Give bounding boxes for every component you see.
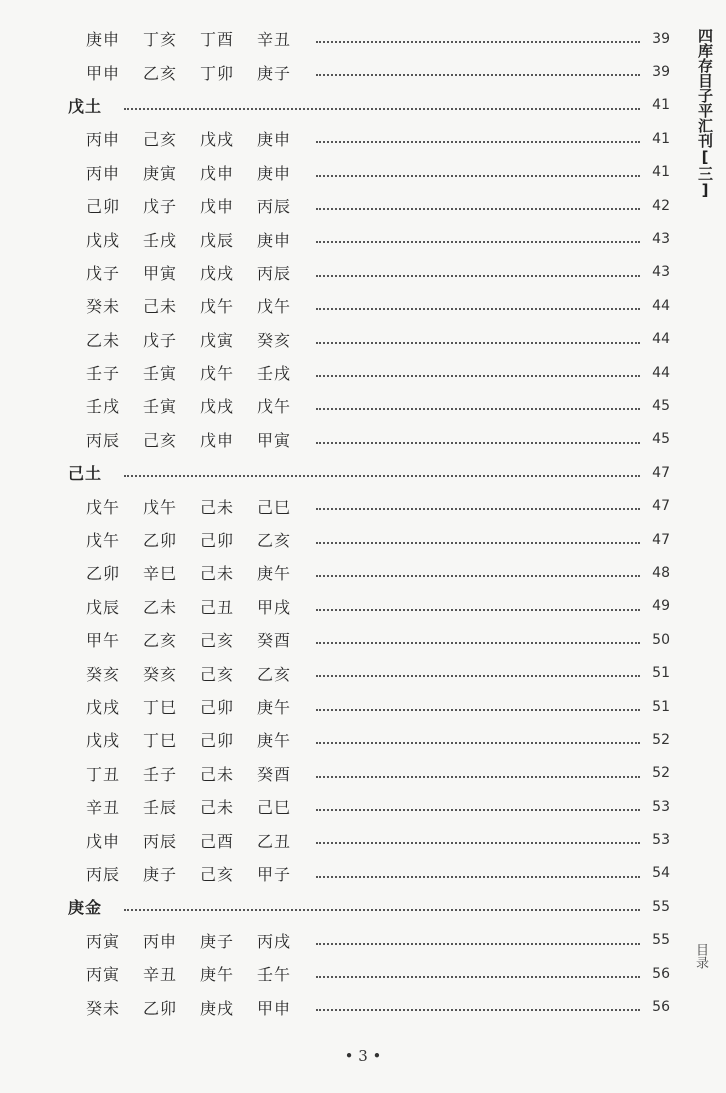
pillar-text: 己亥 xyxy=(143,430,178,450)
section-heading: 戊土 xyxy=(68,96,103,116)
dot-leader xyxy=(124,909,640,911)
pillar-text: 甲子 xyxy=(257,864,292,884)
pillar-text: 己未 xyxy=(143,297,178,317)
dot-leader xyxy=(316,342,640,344)
entry-pillars xyxy=(86,929,314,952)
entry-pillars xyxy=(86,962,314,985)
pillar-text: 戊戌 xyxy=(200,397,235,417)
page-ref: 47 xyxy=(652,498,670,515)
pillar-text: 乙亥 xyxy=(143,631,178,651)
toc-section-heading xyxy=(0,890,690,923)
page-ref: 54 xyxy=(652,865,670,882)
pillar-text: 戊辰 xyxy=(200,230,235,250)
section-heading: 己土 xyxy=(68,464,103,484)
pillar-text: 戊午 xyxy=(257,397,292,417)
pillar-text: 癸未 xyxy=(86,998,121,1018)
pillar-text: 壬寅 xyxy=(143,397,178,417)
pillar-text: 乙亥 xyxy=(143,63,178,83)
page-ref: 56 xyxy=(652,999,670,1016)
page-ref: 43 xyxy=(652,231,670,248)
pillar-text: 庚寅 xyxy=(143,163,178,183)
pillar-text: 己卯 xyxy=(200,531,235,551)
pillar-text: 庚子 xyxy=(143,864,178,884)
pillar-text: 戊戌 xyxy=(86,731,121,751)
pillar-text: 壬午 xyxy=(257,965,292,985)
toc-section-heading xyxy=(0,456,690,489)
toc-entry xyxy=(0,957,690,990)
page-ref: 44 xyxy=(652,364,670,381)
pillar-text: 壬子 xyxy=(86,364,121,384)
entry-pillars xyxy=(86,228,314,251)
pillar-text: 丙申 xyxy=(86,163,121,183)
toc-entry xyxy=(0,122,690,155)
entry-pillars xyxy=(86,728,314,751)
page-ref: 41 xyxy=(652,130,670,147)
page-ref: 41 xyxy=(652,164,670,181)
toc-entry xyxy=(0,423,690,456)
pillar-text: 癸亥 xyxy=(86,664,121,684)
dot-leader xyxy=(316,442,640,444)
pillar-text: 己巳 xyxy=(257,798,292,818)
pillar-text: 甲寅 xyxy=(143,263,178,283)
page-ref: 52 xyxy=(652,731,670,748)
pillar-text: 己酉 xyxy=(200,831,235,851)
book-title: 四库存目子平汇刊[三] xyxy=(696,28,714,199)
pillar-text: 乙亥 xyxy=(257,531,292,551)
pillar-text: 戊戌 xyxy=(86,230,121,250)
pillar-text: 乙卯 xyxy=(143,531,178,551)
entry-pillars xyxy=(86,795,314,818)
pillar-text: 乙卯 xyxy=(143,998,178,1018)
page-ref: 53 xyxy=(652,832,670,849)
toc-entry xyxy=(0,823,690,856)
pillar-text: 戊午 xyxy=(86,531,121,551)
dot-leader xyxy=(316,709,640,711)
page-ref: 49 xyxy=(652,598,670,615)
pillar-text: 庚午 xyxy=(257,564,292,584)
entry-pillars xyxy=(86,261,314,284)
dot-leader xyxy=(316,776,640,778)
page-ref: 53 xyxy=(652,798,670,815)
dot-leader xyxy=(316,41,640,43)
dot-leader xyxy=(316,308,640,310)
pillar-text: 丁亥 xyxy=(143,30,178,50)
pillar-text: 庚申 xyxy=(257,163,292,183)
pillar-text: 丙辰 xyxy=(143,831,178,851)
toc-entry xyxy=(0,690,690,723)
page-ref: 56 xyxy=(652,965,670,982)
entry-pillars xyxy=(86,161,314,184)
pillar-text: 丁酉 xyxy=(200,30,235,50)
dot-leader xyxy=(316,609,640,611)
pillar-text: 己卯 xyxy=(86,197,121,217)
pillar-text: 戊戌 xyxy=(200,263,235,283)
toc-entry xyxy=(0,790,690,823)
pillar-text: 己未 xyxy=(200,564,235,584)
toc-entry xyxy=(0,55,690,88)
toc-entry xyxy=(0,323,690,356)
pillar-text: 辛丑 xyxy=(257,30,292,50)
pillar-text: 丁丑 xyxy=(86,764,121,784)
pillar-text: 戊戌 xyxy=(86,698,121,717)
toc-entry xyxy=(0,590,690,623)
toc-entry xyxy=(0,222,690,255)
pillar-text: 己亥 xyxy=(200,631,235,651)
pillar-text: 丙辰 xyxy=(86,864,121,884)
pillar-text: 癸亥 xyxy=(143,664,178,684)
page-ref: 51 xyxy=(652,665,670,682)
toc-entry xyxy=(0,723,690,756)
pillar-text: 乙丑 xyxy=(257,831,292,851)
entry-pillars xyxy=(86,127,314,150)
section-label: 目录 xyxy=(693,943,708,969)
dot-leader xyxy=(316,141,640,143)
toc-entry xyxy=(0,990,690,1023)
entry-pillars xyxy=(86,595,314,618)
pillar-text: 戊子 xyxy=(86,263,121,283)
toc-entry xyxy=(0,356,690,389)
entry-pillars xyxy=(86,61,314,84)
pillar-text: 己亥 xyxy=(200,864,235,884)
pillar-text: 己未 xyxy=(200,798,235,818)
page-ref: 44 xyxy=(652,297,670,314)
pillar-text: 己未 xyxy=(200,497,235,517)
page-ref: 44 xyxy=(652,331,670,348)
pillar-text: 癸未 xyxy=(86,297,121,317)
pillar-text: 己亥 xyxy=(200,664,235,684)
dot-leader xyxy=(316,175,640,177)
pillar-text: 戊午 xyxy=(86,497,121,517)
dot-leader xyxy=(316,241,640,243)
toc-entry xyxy=(0,156,690,189)
page-ref: 55 xyxy=(652,932,670,949)
dot-leader xyxy=(316,74,640,76)
dot-leader xyxy=(316,575,640,577)
dot-leader xyxy=(316,542,640,544)
pillar-text: 庚午 xyxy=(257,698,292,717)
pillar-text: 丙辰 xyxy=(257,197,292,217)
dot-leader xyxy=(316,408,640,410)
pillar-text: 壬辰 xyxy=(143,798,178,818)
toc-entry xyxy=(0,22,690,55)
toc-entry xyxy=(0,523,690,556)
page-number: • 3 • xyxy=(344,1047,382,1065)
pillar-text: 戊子 xyxy=(143,197,178,217)
pillar-text: 乙亥 xyxy=(257,664,292,684)
toc-entry xyxy=(0,189,690,222)
entry-pillars xyxy=(86,528,314,551)
pillar-text: 戊申 xyxy=(86,831,121,851)
dot-leader xyxy=(316,876,640,878)
toc-entry xyxy=(0,289,690,322)
entry-pillars xyxy=(86,428,314,451)
dot-leader xyxy=(316,642,640,644)
page-ref: 39 xyxy=(652,30,670,47)
pillar-text: 乙未 xyxy=(86,330,121,350)
entry-pillars xyxy=(86,862,314,885)
dot-leader xyxy=(316,508,640,510)
page-ref: 47 xyxy=(652,531,670,548)
pillar-text: 戊午 xyxy=(200,364,235,384)
pillar-text: 癸酉 xyxy=(257,764,292,784)
table-of-contents xyxy=(0,22,690,1024)
pillar-text: 甲寅 xyxy=(257,430,292,450)
dot-leader xyxy=(316,1009,640,1011)
pillar-text: 庚午 xyxy=(200,965,235,985)
pillar-text: 丙申 xyxy=(143,931,178,951)
pillar-text: 庚申 xyxy=(257,130,292,150)
pillar-text: 丙戌 xyxy=(257,931,292,951)
pillar-text: 甲申 xyxy=(86,63,121,83)
page-ref: 43 xyxy=(652,264,670,281)
pillar-text: 庚子 xyxy=(200,931,235,951)
pillar-text: 庚子 xyxy=(257,63,292,83)
entry-pillars xyxy=(86,361,314,384)
page-ref: 50 xyxy=(652,631,670,648)
pillar-text: 壬寅 xyxy=(143,364,178,384)
pillar-text: 丁卯 xyxy=(200,63,235,83)
pillar-text: 戊戌 xyxy=(200,130,235,150)
pillar-text: 庚午 xyxy=(257,731,292,751)
pillar-text: 戊子 xyxy=(143,330,178,350)
pillar-text: 戊申 xyxy=(200,163,235,183)
toc-entry xyxy=(0,757,690,790)
dot-leader xyxy=(316,943,640,945)
entry-pillars xyxy=(86,495,314,518)
toc-section-heading xyxy=(0,89,690,122)
pillar-text: 丁巳 xyxy=(143,731,178,751)
toc-entry xyxy=(0,656,690,689)
pillar-text: 戊午 xyxy=(257,297,292,317)
pillar-text: 庚申 xyxy=(257,230,292,250)
entry-pillars xyxy=(86,394,314,417)
entry-pillars xyxy=(86,561,314,584)
entry-pillars xyxy=(86,294,314,317)
entry-pillars xyxy=(86,996,314,1019)
pillar-text: 辛丑 xyxy=(143,965,178,985)
pillar-text: 己未 xyxy=(200,764,235,784)
entry-pillars xyxy=(86,695,314,718)
pillar-text: 庚戌 xyxy=(200,998,235,1018)
dot-leader xyxy=(316,742,640,744)
page-ref: 45 xyxy=(652,397,670,414)
pillar-text: 丁巳 xyxy=(143,698,178,717)
pillar-text: 壬戌 xyxy=(86,397,121,417)
page-ref: 42 xyxy=(652,197,670,214)
pillar-text: 庚申 xyxy=(86,30,121,50)
entry-pillars xyxy=(86,662,314,685)
pillar-text: 乙卯 xyxy=(86,564,121,584)
page-ref: 55 xyxy=(652,898,670,915)
entry-pillars xyxy=(86,628,314,651)
pillar-text: 辛巳 xyxy=(143,564,178,584)
pillar-text: 丙寅 xyxy=(86,965,121,985)
pillar-text: 甲午 xyxy=(86,631,121,651)
pillar-text: 己卯 xyxy=(200,698,235,717)
pillar-text: 癸酉 xyxy=(257,631,292,651)
page-ref: 45 xyxy=(652,431,670,448)
entry-pillars xyxy=(86,328,314,351)
entry-pillars xyxy=(86,194,314,217)
pillar-text: 丙寅 xyxy=(86,931,121,951)
toc-entry xyxy=(0,857,690,890)
pillar-text: 壬戌 xyxy=(257,364,292,384)
dot-leader xyxy=(124,475,640,477)
pillar-text: 己亥 xyxy=(143,130,178,150)
pillar-text: 戊寅 xyxy=(200,330,235,350)
dot-leader xyxy=(316,375,640,377)
pillar-text: 戊申 xyxy=(200,430,235,450)
dot-leader xyxy=(316,809,640,811)
pillar-text: 丙辰 xyxy=(257,263,292,283)
toc-entry xyxy=(0,623,690,656)
dot-leader xyxy=(124,108,640,110)
entry-pillars xyxy=(86,27,314,50)
toc-entry xyxy=(0,489,690,522)
page-ref: 52 xyxy=(652,765,670,782)
pillar-text: 己卯 xyxy=(200,731,235,751)
page-ref: 47 xyxy=(652,464,670,481)
page-ref: 51 xyxy=(652,698,670,715)
pillar-text: 戊辰 xyxy=(86,597,121,617)
dot-leader xyxy=(316,275,640,277)
toc-entry xyxy=(0,924,690,957)
page-ref: 41 xyxy=(652,97,670,114)
dot-leader xyxy=(316,208,640,210)
pillar-text: 甲戌 xyxy=(257,597,292,617)
pillar-text: 甲申 xyxy=(257,998,292,1018)
pillar-text: 壬戌 xyxy=(143,230,178,250)
pillar-text: 己巳 xyxy=(257,497,292,517)
dot-leader xyxy=(316,976,640,978)
pillar-text: 戊申 xyxy=(200,197,235,217)
dot-leader xyxy=(316,675,640,677)
page-ref: 39 xyxy=(652,64,670,81)
pillar-text: 丙申 xyxy=(86,130,121,150)
toc-entry xyxy=(0,389,690,422)
section-heading: 庚金 xyxy=(68,898,103,918)
dot-leader xyxy=(316,842,640,844)
toc-entry xyxy=(0,556,690,589)
pillar-text: 戊午 xyxy=(143,497,178,517)
pillar-text: 丙辰 xyxy=(86,430,121,450)
pillar-text: 戊午 xyxy=(200,297,235,317)
toc-entry xyxy=(0,256,690,289)
pillar-text: 乙未 xyxy=(143,597,178,617)
pillar-text: 己丑 xyxy=(200,597,235,617)
pillar-text: 辛丑 xyxy=(86,798,121,818)
pillar-text: 壬子 xyxy=(143,764,178,784)
pillar-text: 癸亥 xyxy=(257,330,292,350)
page-ref: 48 xyxy=(652,564,670,581)
entry-pillars xyxy=(86,829,314,852)
entry-pillars xyxy=(86,762,314,785)
